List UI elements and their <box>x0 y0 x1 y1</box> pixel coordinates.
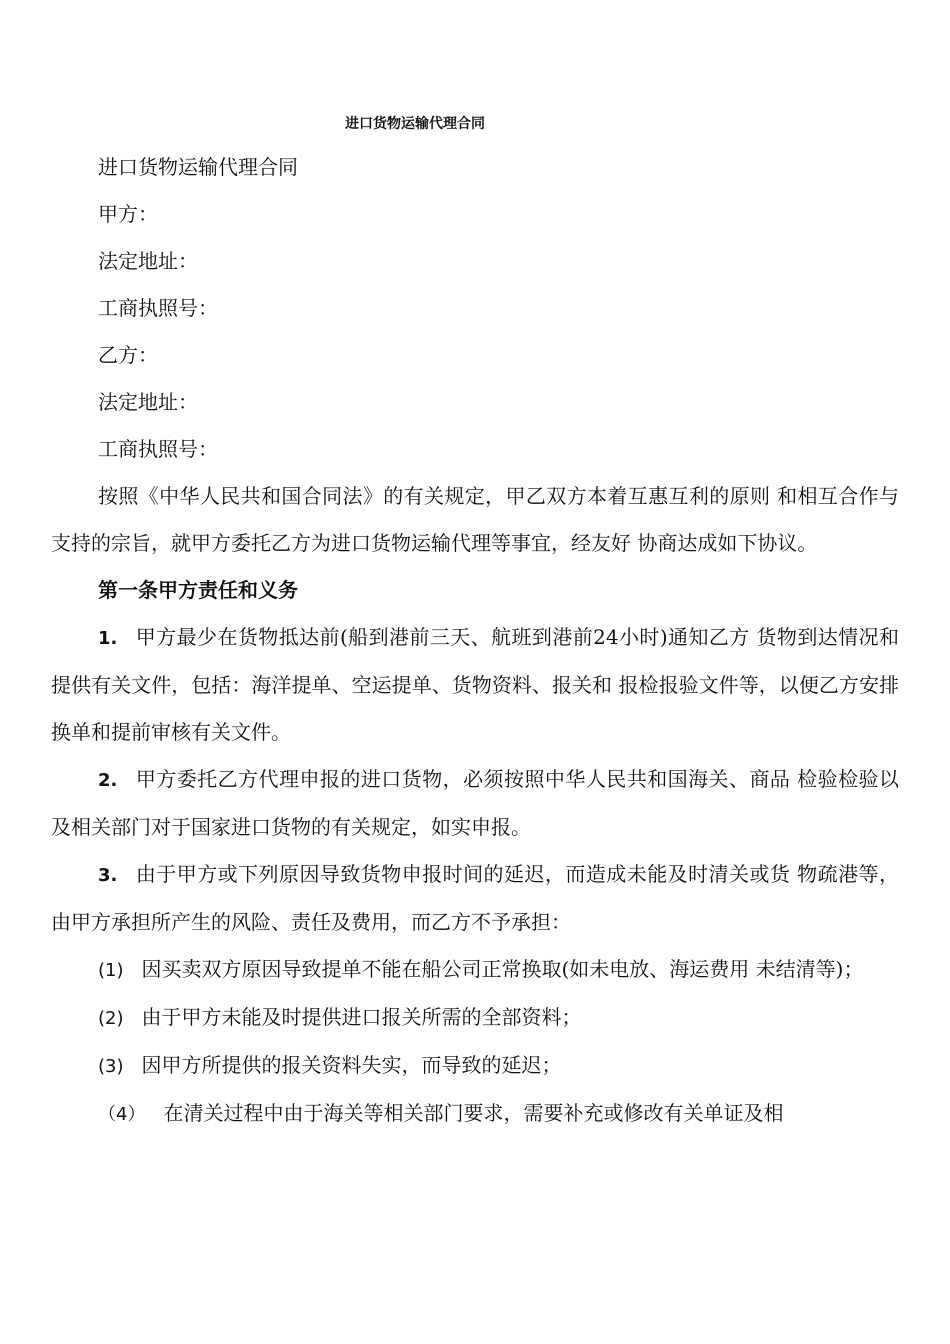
party-a-label: 甲方： <box>98 202 158 226</box>
sub-item-1 <box>51 946 899 994</box>
item-number: 2. <box>98 770 118 791</box>
sub-item-text: 在清关过程中由于海关等相关部门要求，需要补充或修改有关单证及相 <box>163 1101 784 1125</box>
sub-item-number: (3) <box>98 1056 124 1077</box>
sub-item-3 <box>51 1042 899 1090</box>
sub-item-number: （4） <box>98 1104 146 1125</box>
sub-item-number: (2) <box>98 1008 124 1029</box>
item-text: 甲方最少在货物抵达前(船到港前三天、航班到港前24小时)通知乙方 货物到达情况和提供有关文件，包括：海洋提单、空运提单、货物资料、报关和 报检报验文件等，以便乙方安排换单和提前审核有关文件。 <box>51 625 899 744</box>
article-1-heading: 第一条甲方责任和义务 <box>98 578 298 602</box>
sub-item-2 <box>51 994 899 1042</box>
item-text: 甲方委托乙方代理申报的进口货物，必须按照中华人民共和国海关、商品 检验检验以及相关部门对于国家进口货物的有关规定，如实申报。 <box>51 767 899 839</box>
sub-item-text: 因买卖双方原因导致提单不能在船公司正常换取(如未电放、海运费用 未结清等)； <box>141 957 864 981</box>
party-a-address: 法定地址： <box>98 249 198 273</box>
document-title: 进口货物运输代理合同 <box>98 155 298 179</box>
party-a-license: 工商执照号： <box>98 296 218 320</box>
party-b-address: 法定地址： <box>98 390 198 414</box>
preamble-paragraph: 按照《中华人民共和国合同法》的有关规定，甲乙双方本着互惠互利的原则 和相互合作与支持的宗旨，就甲方委托乙方为进口货物运输代理等事宜，经友好 协商达成如下协议。 <box>51 484 899 555</box>
party-b-license: 工商执照号： <box>98 437 218 461</box>
party-b-label: 乙方： <box>98 343 158 367</box>
header-title: 进口货物运输代理合同 <box>345 116 485 132</box>
item-text: 由于甲方或下列原因导致货物申报时间的延迟，而造成未能及时清关或货 物疏港等，由甲方承担所产生的风险、责任及费用，而乙方不予承担： <box>51 862 899 934</box>
sub-item-text: 由于甲方未能及时提供进口报关所需的全部资料； <box>141 1005 582 1029</box>
sub-item-number: (1) <box>98 960 124 981</box>
article-1-item-3 <box>51 851 899 946</box>
sub-item-4 <box>51 1090 899 1138</box>
item-number: 3. <box>98 865 118 886</box>
article-1-item-2 <box>51 756 899 851</box>
document-body <box>51 144 899 1138</box>
article-1-item-1 <box>51 614 899 756</box>
sub-item-text: 因甲方所提供的报关资料失实，而导致的延迟； <box>141 1053 562 1077</box>
item-number: 1. <box>98 628 118 649</box>
